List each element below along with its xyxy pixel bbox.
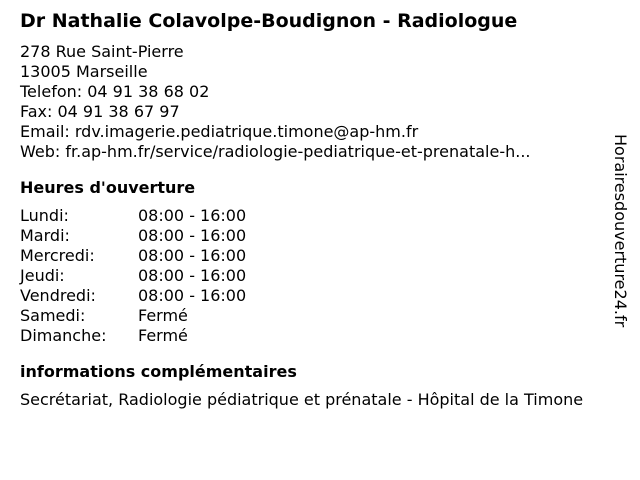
hours-row: [20, 286, 620, 306]
hours-day: Mardi:: [20, 226, 70, 245]
hours-time: 08:00 - 16:00: [138, 286, 247, 305]
hours-row: [20, 206, 620, 226]
hours-time: 08:00 - 16:00: [138, 206, 247, 225]
hours-day: Jeudi:: [20, 266, 65, 285]
hours-day: Dimanche:: [20, 326, 107, 345]
hours-day: Samedi:: [20, 306, 86, 325]
site-watermark: Horairesdouverture24.fr: [611, 134, 630, 328]
listing-card: [20, 8, 620, 410]
page-title: Dr Nathalie Colavolpe-Boudignon - Radiologue: [20, 10, 518, 32]
hours-time: 08:00 - 16:00: [138, 266, 247, 285]
address-street: 278 Rue Saint-Pierre: [20, 42, 184, 61]
additional-info-text: Secrétariat, Radiologie pédiatrique et prénatale - Hôpital de la Timone: [20, 390, 584, 409]
hours-heading: Heures d'ouverture: [20, 178, 196, 197]
email-line: Email: rdv.imagerie.pediatrique.timone@ap-hm.fr: [20, 122, 419, 141]
hours-time: Fermé: [138, 326, 188, 345]
phone-line: Telefon: 04 91 38 68 02: [20, 82, 210, 101]
hours-table: [20, 206, 620, 346]
hours-time: 08:00 - 16:00: [138, 226, 247, 245]
hours-row: [20, 306, 620, 326]
web-line: Web: fr.ap-hm.fr/service/radiologie-pediatrique-et-prenatale-h...: [20, 142, 531, 161]
hours-row: [20, 246, 620, 266]
hours-day: Mercredi:: [20, 246, 95, 265]
hours-row: [20, 326, 620, 346]
hours-day: Vendredi:: [20, 286, 96, 305]
hours-row: [20, 226, 620, 246]
hours-row: [20, 266, 620, 286]
address-city: 13005 Marseille: [20, 62, 148, 81]
additional-info-heading: informations complémentaires: [20, 362, 297, 381]
hours-time: 08:00 - 16:00: [138, 246, 247, 265]
hours-time: Fermé: [138, 306, 188, 325]
fax-line: Fax: 04 91 38 67 97: [20, 102, 180, 121]
hours-day: Lundi:: [20, 206, 69, 225]
